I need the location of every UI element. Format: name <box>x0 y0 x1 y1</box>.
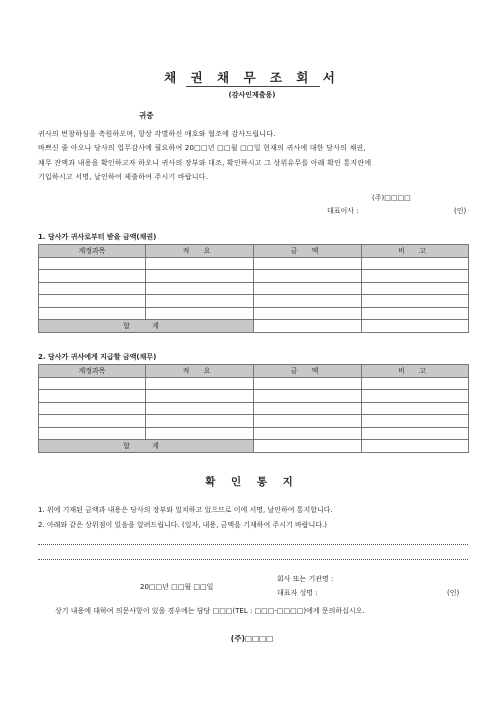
rep-name-label: 대표자 성명 : <box>277 589 318 597</box>
intro-line: 바쁘신 줄 아오나 당사의 업무감사에 필요하여 20□□년 □□월 □□일 현재의 귀사에 대한 당사의 채권, <box>38 144 366 153</box>
document-subtitle: (감사인제출용) <box>228 91 276 99</box>
table-header-row <box>39 365 469 378</box>
cell-description[interactable] <box>146 377 254 390</box>
cell-remarks[interactable] <box>362 377 469 390</box>
cell-description[interactable] <box>146 295 254 308</box>
confirmation-item-2: 2. 아래와 같은 상위점이 있음을 알려드립니다. (일자, 내용, 금액을 기재하여 주시기 바랍니다.) <box>38 521 327 529</box>
col-description: 적 요 <box>146 245 254 258</box>
sender-company: (주)□□□□ <box>372 194 411 202</box>
cell-remarks[interactable] <box>362 402 469 415</box>
footer-company: (주)□□□□ <box>230 634 274 643</box>
intro-line: 기입하시고 서명, 날인하여 제출하여 주시기 바랍니다. <box>38 173 209 182</box>
table-row <box>39 307 469 320</box>
total-amount[interactable] <box>254 440 362 453</box>
total-label: 합 계 <box>39 440 254 453</box>
cell-remarks[interactable] <box>362 257 469 270</box>
cell-account[interactable] <box>39 295 146 308</box>
confirmation-item-1: 1. 위에 기재된 금액과 내용은 당사의 장부와 일치하고 있으므로 이에 서명, 날인하여 통지합니다. <box>38 506 333 514</box>
total-row <box>39 320 469 333</box>
cell-amount[interactable] <box>254 282 362 295</box>
cell-description[interactable] <box>146 427 254 440</box>
cell-description[interactable] <box>146 390 254 403</box>
cell-amount[interactable] <box>254 270 362 283</box>
intro-paragraph <box>38 127 478 185</box>
table-row <box>39 282 469 295</box>
col-account: 계정과목 <box>39 245 146 258</box>
dotted-line[interactable] <box>38 559 468 560</box>
inquiry-note: 상기 내용에 대하여 의문사항이 있을 경우에는 담당 □□□(TEL : □□□-□□□□)에게 문의하십시오. <box>55 607 365 615</box>
total-remarks[interactable] <box>362 320 469 333</box>
table-row <box>39 270 469 283</box>
cell-amount[interactable] <box>254 415 362 428</box>
cell-amount[interactable] <box>254 427 362 440</box>
cell-account[interactable] <box>39 377 146 390</box>
rep-seal: (인) <box>447 589 460 597</box>
col-amount: 금 액 <box>254 365 362 378</box>
table-row <box>39 427 469 440</box>
table-row <box>39 415 469 428</box>
cell-amount[interactable] <box>254 307 362 320</box>
intro-line: 귀사의 번창하심을 축원하오며, 항상 각별하신 애호와 협조에 감사드립니다. <box>38 130 276 138</box>
col-remarks: 비 고 <box>362 245 469 258</box>
cell-remarks[interactable] <box>362 295 469 308</box>
cell-account[interactable] <box>39 307 146 320</box>
table-row <box>39 390 469 403</box>
recipient-label: 귀중 <box>139 111 154 120</box>
table-row <box>39 402 469 415</box>
table-row <box>39 377 469 390</box>
ceo-seal: (인) <box>454 207 467 215</box>
confirmation-title: 확 인 통 지 <box>205 476 299 488</box>
total-label: 합 계 <box>39 320 254 333</box>
cell-description[interactable] <box>146 307 254 320</box>
col-description: 적 요 <box>146 365 254 378</box>
cell-amount[interactable] <box>254 295 362 308</box>
cell-remarks[interactable] <box>362 282 469 295</box>
dotted-line[interactable] <box>38 544 468 545</box>
receivables-table <box>38 244 469 333</box>
table-row <box>39 295 469 308</box>
cell-amount[interactable] <box>254 257 362 270</box>
cell-account[interactable] <box>39 415 146 428</box>
document-title: 채 권 채 무 조 회 서 <box>164 70 340 85</box>
cell-remarks[interactable] <box>362 415 469 428</box>
title-underline <box>186 86 320 87</box>
cell-remarks[interactable] <box>362 427 469 440</box>
ceo-label: 대표이사 : <box>327 207 359 215</box>
col-amount: 금 액 <box>254 245 362 258</box>
cell-description[interactable] <box>146 270 254 283</box>
cell-description[interactable] <box>146 402 254 415</box>
cell-remarks[interactable] <box>362 390 469 403</box>
total-amount[interactable] <box>254 320 362 333</box>
cell-amount[interactable] <box>254 402 362 415</box>
cell-account[interactable] <box>39 427 146 440</box>
cell-account[interactable] <box>39 257 146 270</box>
cell-amount[interactable] <box>254 377 362 390</box>
cell-description[interactable] <box>146 257 254 270</box>
col-account: 계정과목 <box>39 365 146 378</box>
cell-account[interactable] <box>39 402 146 415</box>
col-remarks: 비 고 <box>362 365 469 378</box>
section1-heading: 1. 당사가 귀사로부터 받을 금액(채권) <box>38 233 157 241</box>
cell-remarks[interactable] <box>362 307 469 320</box>
cell-account[interactable] <box>39 390 146 403</box>
total-row <box>39 440 469 453</box>
intro-line: 채무 잔액과 내용을 확인하고자 하오니 귀사의 장부와 대조, 확인하시고 그 상위유무를 아래 확인 통지란에 <box>38 158 372 167</box>
cell-remarks[interactable] <box>362 270 469 283</box>
org-name-label: 회사 또는 기관명 : <box>277 575 334 583</box>
cell-amount[interactable] <box>254 390 362 403</box>
cell-description[interactable] <box>146 415 254 428</box>
payables-table <box>38 364 469 453</box>
confirmation-date: 20□□년 □□월 □□일 <box>140 583 214 591</box>
total-remarks[interactable] <box>362 440 469 453</box>
table-header-row <box>39 245 469 258</box>
section2-heading: 2. 당사가 귀사에게 지급할 금액(채무) <box>38 353 157 361</box>
cell-account[interactable] <box>39 282 146 295</box>
cell-description[interactable] <box>146 282 254 295</box>
cell-account[interactable] <box>39 270 146 283</box>
table-row <box>39 257 469 270</box>
